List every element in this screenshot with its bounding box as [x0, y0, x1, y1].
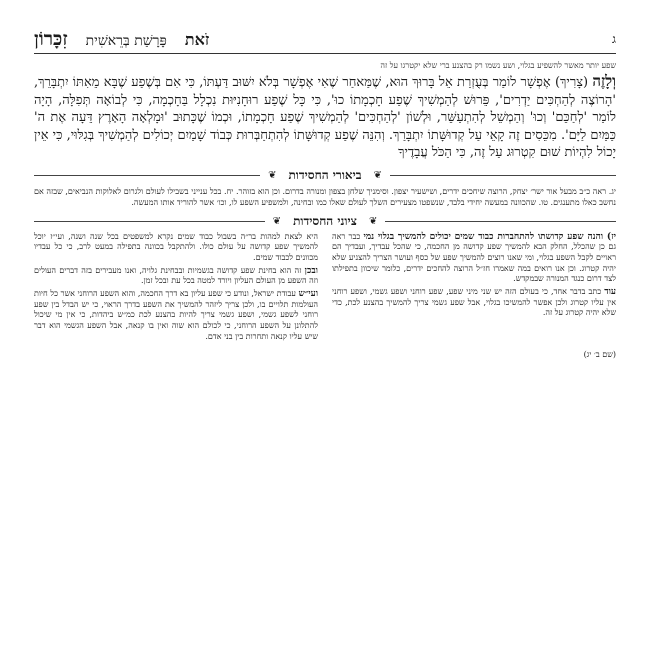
page-header	[34, 28, 616, 54]
divider-line	[34, 221, 265, 222]
ornament-icon: ❦	[373, 169, 382, 181]
section-label-2: ציוני החסידות	[293, 213, 357, 228]
commentary-columns	[34, 232, 616, 345]
paragraph-text: כתב בדבר אחד, כי בעולם הזה יש שני מיני שפע, שפע רוחני ושפע גשמי, ושפע רוחני אין עליו קטרוג ולכן אפשר להמשיכו בגלוי, אבל שפע גשמי צריך להמשיך בהצנע לכת, כדי שלא יהיה קטרוג על זה.	[332, 287, 616, 318]
ornament-icon: ❦	[368, 215, 378, 227]
header-title: זִכָּרוֹן	[34, 27, 68, 50]
divider-line	[34, 175, 260, 176]
paragraph	[332, 287, 616, 319]
paragraph-lead: יז) והנה שפע קדושתו להתחברות כבוד שמים יכולים להמשיך בגלוי נמי	[363, 231, 616, 242]
paragraph-text: זה הוא בחינת שפע קדושה בגשמיות ובבחינת גלויה, ואנו מעבירים בזה דברים העולים וזה השפע מן העולם העליון ויורד למטה בכל עת ובכל זמן.	[34, 265, 318, 286]
divider-line	[385, 221, 616, 222]
paragraph-text: כבר ראה גם כן שהכלל, החלק הבא להמשיך שפע קדושה מן החכמה, כי שהכל עבדיך, ועבדיך הם ראויים לקבל השפע בגלוי, ומי שאנו רוצים להמשיך שפע של כסף ועושר הצריך להצניע שלא יהיה קטרוג. וכן אנו רואים במה שאמרו חז״ל הרוצה להחכים ידרים, כלומר שיכוון בתפילתו לצד דרום כנגד המנורה שבמקדש.	[332, 231, 616, 284]
divider-line	[390, 175, 616, 176]
section-1-text: יג. ראה כ״ב מבעל אור ישר׳ יצחק, הרוצה שיחכים ידרים, ושישעיר יצפון. וסימניך שלחן בצפון ומנורה בדרום. וכן הוא בזוהר. יח. בכל ענייני בשבילו לעולם ולגרום לאלוקות הנביאים, שבזה אם נחשב כאלו מתענגים. טו. שהכוונה במעשה יחידי בלבד, שנשפטו מצעירים השלך לעולם שאלו כמו ובחינה, ולמשפיע השפע לו, וכו׳ אשר להוריד אותו המעשה.	[34, 186, 616, 207]
paragraph-text: היא לצאת למהות בר״ה בשבול כבוד שמים נקרא למשפטים בכל שנה ושנה, ועי״ז יוכל להמשיך שפע קדושה על עולם כולו. ולהתקבל בכוונה בתפילה במעט לרב, כי כל עבדיו מכוונים לכבוד שמים.	[34, 231, 318, 262]
paragraph	[332, 232, 616, 286]
column-right	[332, 232, 616, 345]
ornament-icon: ❦	[268, 169, 277, 181]
ornament-icon: ❦	[272, 215, 282, 227]
column-left	[34, 232, 318, 345]
paragraph	[34, 232, 318, 264]
header-zot: זֹאת	[184, 29, 210, 49]
header-subtitle: פָּרָשַׁת בְּרֵאשִׁית	[85, 32, 167, 49]
header-titles	[34, 28, 209, 51]
page-number: ג	[612, 31, 616, 46]
paragraph-lead: ובכן	[304, 265, 318, 276]
paragraph-text: עבודת ישראל, ונודע כי שפע עליון בא דרך החכמה, והוא השפע הרוחני אשר כל חיות העולמות תלויים בו, ולכן צריך ליזהר להמשיך את השפע בדרך הראוי, כי יש הבדל בין שפע רוחני לשפע גשמי, ושפע גשמי צריך להיות בהצנע לכת כמ״ש ביהדות, כי אין מי שיכול להתלונן על השפע הרוחני, כי לכולם הוא שוה ואין בו קנאה, אבל השפע הגשמי הוא דבר שיש עליו קנאה ותחרות בין בני אדם.	[34, 289, 318, 341]
intro-note: שפע יותר מאשר להשפיע בגלוי, ושע נשמו רק בהצנע ברי שלא יקטרגו על זה	[380, 61, 616, 70]
main-text-body: (צָרִיךְ) אֶפְשָׁר לוֹמַר בְּעֻזְרַת אֵל בָּרוּךְ הוּא, שֶׁמַּאחַר שֶׁאִי אֶפְשָׁר בְּלֹא יִשּׁוּב דַּעְתּוֹ, כִּי אִם בְּשֶׁפַע שֶׁבָּא מֵאִתּוֹ יִתְבָּרֵךְ, 'הָרוֹצֶה לְהַחְכִּים יַדְרִים', פֵּרוּשׁ לְהַמְשִׁיךְ שֶׁפַע חָכְמָתוֹ כוּ', כִּי כָּל שֶׁפַע רוּחָנִיּוּת נִכְלָל בַּחָכְמָה, כִּי לְבוֹאָה תְּפִלָּה, הָיָה לוֹמַר 'לְחַכֵּם' וְכוּ' וְהַמְשֵׁל לְהִתְעַשֵּׁר, וּלְשׁוֹן 'לְהַחְכִּים' לְהַמְשִׁיךְ שֶׁפַע חָכְמָתוֹ, וּכְמוֹ שֶׁכָּתוּב 'וּמָלְאָה הָאָרֶץ דֵּעָה אֶת ה' כַּמַּיִם לַיָּם'. מִכֵּסִים זֶה קָאֵי עַל קְדוּשָּׁתוֹ יִתְבָּרַךְ. וְהִנֵּה שֶׁפַע קְדוּשָּׁתוֹ לְהִתְחַבְּרוּת כְּבוֹד שָׁמַיִם יְכוֹלִים לְהַמְשִׁיךְ בְּגִלּוּי, כִּי אֵין יָכוֹל לִהְיוֹת שׁוּם קִטְרוּג עַל זֶה, כִּי הַכֹּל עֲבָדֶיךָ	[34, 75, 616, 160]
paragraph	[34, 266, 318, 287]
main-text-lead: וְלָזֶה	[592, 72, 616, 90]
section-label-1: ביאורי החסידות	[288, 167, 362, 182]
paragraph	[34, 289, 318, 343]
paragraph-lead: עוד	[604, 287, 616, 298]
paragraph-lead: ועי״ש	[298, 289, 318, 300]
section-divider-1	[34, 168, 616, 183]
main-text	[34, 73, 616, 162]
citation: (שם ב׳ יג)	[583, 349, 616, 359]
section-divider-2	[34, 214, 616, 229]
